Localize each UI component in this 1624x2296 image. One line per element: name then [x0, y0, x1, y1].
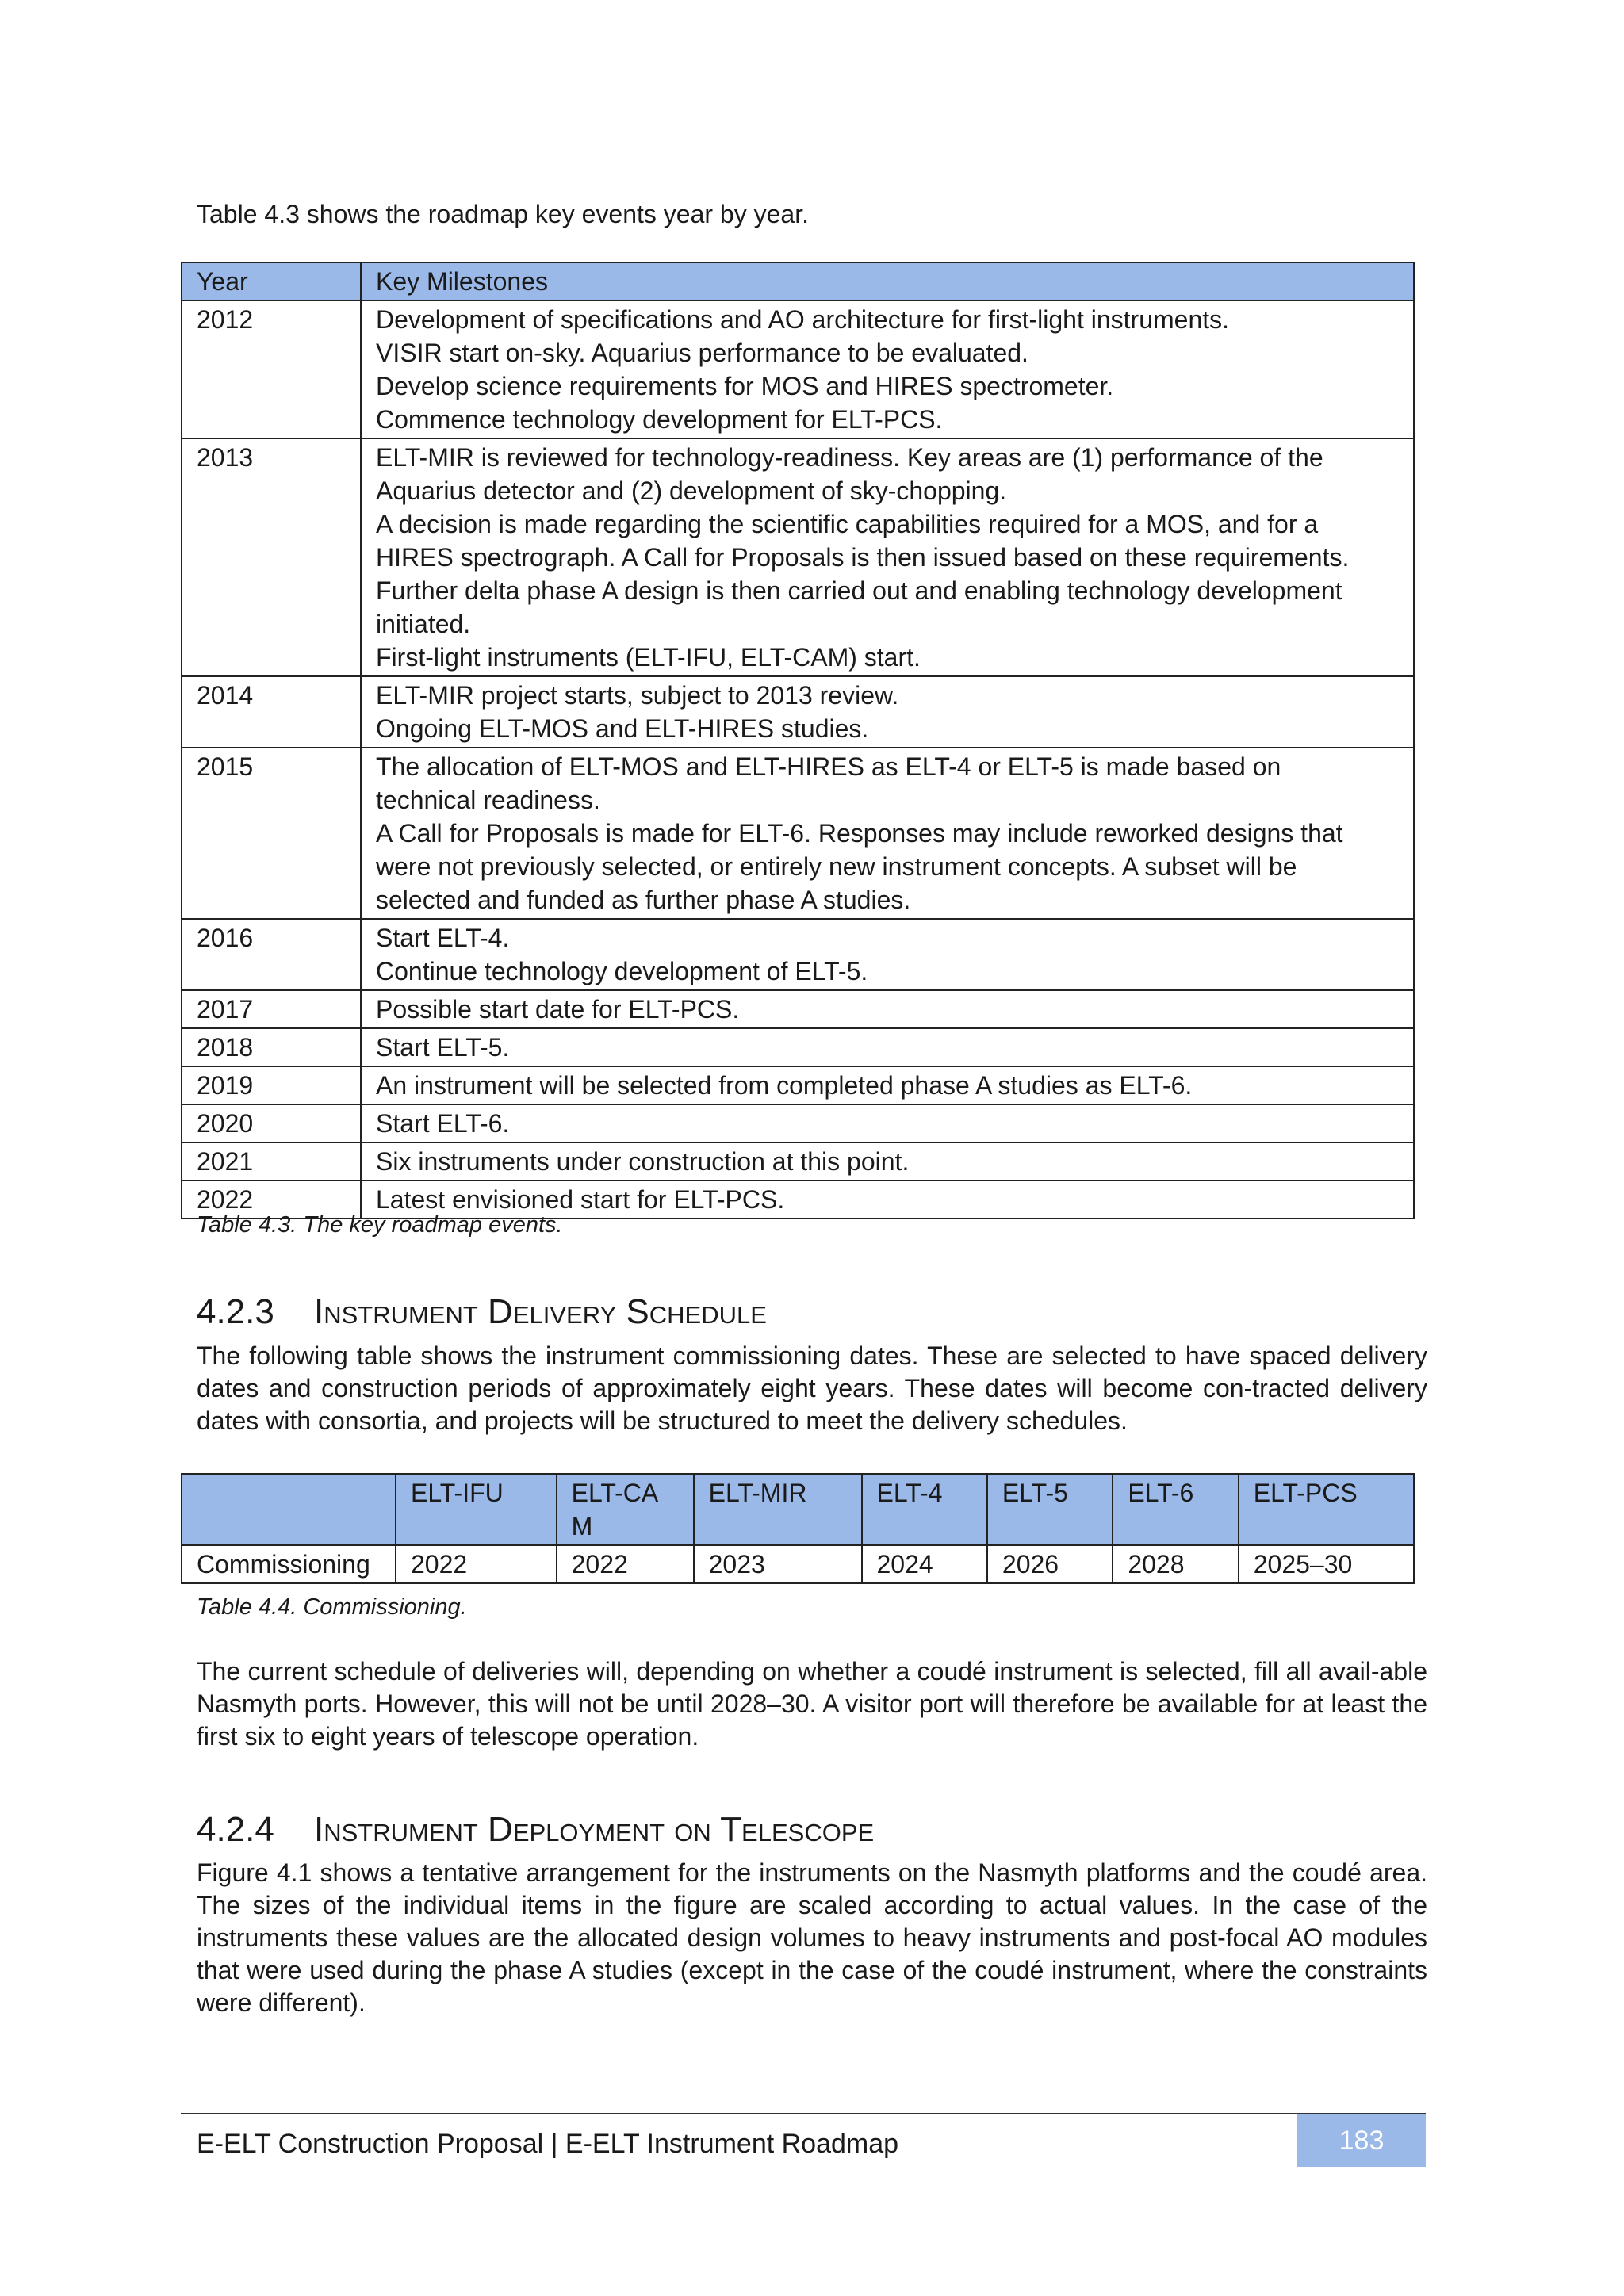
table-header-row	[182, 262, 1414, 300]
milestone-line: Further delta phase A design is then carried out and enabling technology development	[376, 576, 1342, 605]
milestone-line: selected and funded as further phase A studies.	[376, 886, 911, 914]
header-key-milestones: Key Milestones	[361, 262, 1414, 300]
table-row	[182, 1545, 1414, 1583]
table-row	[182, 1104, 1414, 1142]
year-cell: 2013	[182, 438, 361, 676]
milestone-line: technical readiness.	[376, 786, 600, 814]
page-number: 183	[1297, 2114, 1426, 2167]
milestone-line: Develop science requirements for MOS and HIRES spectrometer.	[376, 372, 1114, 400]
section-title: Instrument Delivery Schedule	[314, 1292, 767, 1331]
year-cell: 2014	[182, 676, 361, 748]
table-cell: 2022	[396, 1545, 557, 1583]
milestone-line: Aquarius detector and (2) development of sky-chopping.	[376, 476, 1007, 505]
table-row	[182, 748, 1414, 919]
year-cell: 2021	[182, 1142, 361, 1181]
schedule-paragraph: The current schedule of deliveries will, depending on whether a coudé instrument is selected, fill all avail-able Nasmyth ports. However, this will not be until 2028–30. A visitor port will therefore be available for at least the first six to eight years of telescope operation.	[197, 1657, 1427, 1751]
header-elt-pcs: ELT-PCS	[1239, 1474, 1414, 1545]
table-row	[182, 438, 1414, 676]
milestone-line: Start ELT-5.	[376, 1033, 510, 1062]
milestone-line: Six instruments under construction at this point.	[376, 1147, 910, 1176]
milestones-cell	[361, 1066, 1414, 1104]
milestone-line: Start ELT-6.	[376, 1109, 510, 1138]
milestone-line: A decision is made regarding the scientific capabilities required for a MOS, and for a	[376, 510, 1319, 538]
delivery-schedule-paragraph: The following table shows the instrument commissioning dates. These are selected to have spaced delivery dates and construction periods of approximately eight years. These dates will become con-tracted delivery dates with consortia, and projects will be structured to meet the delivery schedules.	[197, 1341, 1427, 1435]
milestones-cell	[361, 676, 1414, 748]
footer-text: E-ELT Construction Proposal | E-ELT Instrument Roadmap	[197, 2129, 899, 2159]
table-row	[182, 1066, 1414, 1104]
milestone-line: First-light instruments (ELT-IFU, ELT-CAM) start.	[376, 643, 921, 672]
milestone-line: The allocation of ELT-MOS and ELT-HIRES as ELT-4 or ELT-5 is made based on	[376, 752, 1281, 781]
milestone-line: ELT-MIR project starts, subject to 2013 review.	[376, 681, 899, 710]
year-cell: 2020	[182, 1104, 361, 1142]
section-heading	[197, 1290, 767, 1334]
milestone-line: VISIR start on-sky. Aquarius performance to be evaluated.	[376, 339, 1028, 367]
milestones-cell	[361, 300, 1414, 438]
header-elt-ifu: ELT-IFU	[396, 1474, 557, 1545]
deployment-paragraph: Figure 4.1 shows a tentative arrangement for the instruments on the Nasmyth platforms and the coudé area. The sizes of the individual items in the figure are scaled according to actual values. In the case of the instruments these values are the allocated design volumes to heavy instruments and post-focal AO modules that were used during the phase A studies (except in the case of the coudé instrument, where the constraints were different).	[197, 1858, 1427, 2017]
milestones-cell	[361, 748, 1414, 919]
header-elt-6: ELT-6	[1113, 1474, 1238, 1545]
milestone-line: Latest envisioned start for ELT-PCS.	[376, 1185, 785, 1214]
table-cell: 2024	[862, 1545, 987, 1583]
milestone-line: initiated.	[376, 610, 471, 638]
header-elt-cam: ELT-CAM	[557, 1474, 694, 1545]
milestone-line: Commence technology development for ELT-PCS.	[376, 405, 943, 434]
milestone-line: HIRES spectrograph. A Call for Proposals is then issued based on these requirements.	[376, 543, 1350, 572]
header-year: Year	[182, 262, 361, 300]
milestone-line: Ongoing ELT-MOS and ELT-HIRES studies.	[376, 714, 869, 743]
table-cell: 2026	[987, 1545, 1113, 1583]
year-cell: 2018	[182, 1028, 361, 1066]
year-cell: 2017	[182, 990, 361, 1028]
milestones-cell	[361, 438, 1414, 676]
table-cell: 2022	[557, 1545, 694, 1583]
year-cell: 2019	[182, 1066, 361, 1104]
table-row	[182, 676, 1414, 748]
table-row	[182, 1142, 1414, 1181]
milestones-cell	[361, 919, 1414, 990]
table-row	[182, 300, 1414, 438]
milestone-line: An instrument will be selected from completed phase A studies as ELT-6.	[376, 1071, 1193, 1100]
milestones-cell	[361, 990, 1414, 1028]
milestones-cell	[361, 1142, 1414, 1181]
section-number: 4.2.3	[197, 1292, 274, 1331]
header-elt-4: ELT-4	[862, 1474, 987, 1545]
year-cell: 2015	[182, 748, 361, 919]
year-cell: 2016	[182, 919, 361, 990]
table-cell: 2028	[1113, 1545, 1238, 1583]
table-row	[182, 1028, 1414, 1066]
milestone-line: Possible start date for ELT-PCS.	[376, 995, 740, 1024]
roadmap-table	[181, 262, 1415, 1219]
milestone-line: Start ELT-4.	[376, 924, 510, 952]
header-empty	[182, 1474, 396, 1545]
table-caption: Table 4.4. Commissioning.	[197, 1594, 467, 1620]
milestone-line: Development of specifications and AO architecture for first-light instruments.	[376, 305, 1230, 334]
milestone-line: A Call for Proposals is made for ELT-6. Responses may include reworked designs that	[376, 819, 1343, 848]
section-heading	[197, 1808, 874, 1852]
year-cell: 2022	[182, 1181, 361, 1219]
milestones-cell	[361, 1028, 1414, 1066]
table-cell: 2023	[694, 1545, 862, 1583]
roadmap-table-body	[182, 300, 1414, 1219]
year-cell: 2012	[182, 300, 361, 438]
row-label-commissioning: Commissioning	[182, 1545, 396, 1583]
table-row	[182, 919, 1414, 990]
table-cell: 2025–30	[1239, 1545, 1414, 1583]
intro-text: Table 4.3 shows the roadmap key events year by year.	[197, 200, 809, 228]
milestone-line: Continue technology development of ELT-5.	[376, 957, 868, 985]
table-caption: Table 4.3. The key roadmap events.	[197, 1212, 563, 1238]
milestones-cell	[361, 1104, 1414, 1142]
table-header-row	[182, 1474, 1414, 1545]
commissioning-table	[181, 1473, 1415, 1584]
milestone-line: were not previously selected, or entirely new instrument concepts. A subset will be	[376, 852, 1297, 881]
milestone-line: ELT-MIR is reviewed for technology-readiness. Key areas are (1) performance of the	[376, 443, 1323, 472]
header-elt-5: ELT-5	[987, 1474, 1113, 1545]
section-title: Instrument Deployment on Telescope	[314, 1810, 875, 1849]
table-row	[182, 990, 1414, 1028]
footer-divider	[181, 2113, 1426, 2114]
section-number: 4.2.4	[197, 1810, 274, 1849]
header-elt-mir: ELT-MIR	[694, 1474, 862, 1545]
